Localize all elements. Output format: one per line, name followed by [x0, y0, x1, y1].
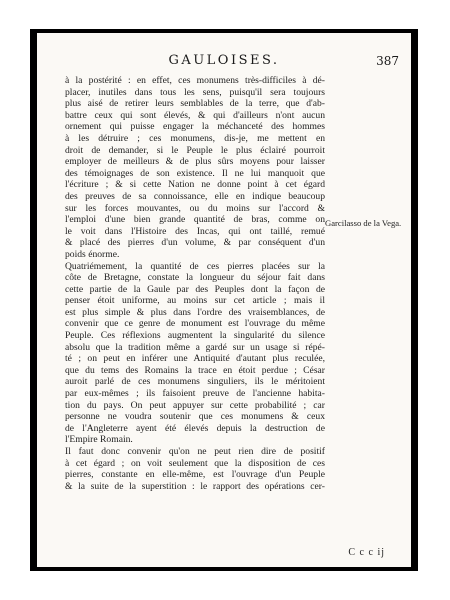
text-line: poids énorme. [65, 248, 120, 260]
text-line: Quatriémement, la quantité de ces pierres placées sur la [65, 260, 325, 272]
text-line: à cet égard ; on voit seulement que la disposition de ces [65, 457, 325, 469]
text-line: pierres, constante en elle-même, est l'ouvrage d'un Peuple [65, 469, 325, 481]
text-line: est plus simple & plus dans l'ordre des vraisemblances, de [65, 306, 325, 318]
signature-mark: C c c ij [348, 547, 385, 558]
text-line: ornement qui puisse engager la méchanceté des hommes [65, 121, 325, 133]
text-line: le voit dans l'Histoire des Incas, qui ont taillé, remué [65, 225, 325, 237]
text-line: de l'Angleterre ayent été élevés depuis la destruction de [65, 422, 325, 434]
text-line: à la postérité : en effet, ces monumens très-difficiles à dé- [65, 75, 325, 86]
text-line: tion du pays. On peut appuyer sur cette probabilité ; car [65, 399, 325, 411]
text-line: & la suite de la superstition : le rapport des opérations cer- [65, 480, 325, 492]
text-line: par eux-mêmes ; ils faisoient preuve de l'ancienne habita- [65, 388, 325, 400]
text-line: l'écriture ; & si cette Nation ne donne point à cet égard [65, 179, 325, 191]
text-line: placer, inutiles dans tous les sens, puisqu'il sera toujours [65, 86, 325, 98]
text-line: des témoignages de son existence. Il ne lui manquoit que [65, 167, 325, 179]
text-line: té ; on peut en inférer une Antiquité d'autant plus reculée, [65, 353, 325, 365]
text-line: plus aisé de retirer leurs semblables de la terre, que d'ab- [65, 98, 325, 110]
text-line: & placé des pierres d'un volume, & par conséquent d'un [65, 237, 325, 249]
text-line: l'Empire Romain. [65, 434, 133, 446]
text-line: absolu que la tradition même a gardé sur un usage si répé- [65, 341, 325, 353]
text-line: convenir que ce genre de monument est l'ouvrage du même [65, 318, 325, 330]
text-line: Peuple. Ces réflexions augmentent la singularité du silence [65, 330, 325, 342]
text-line: employer de meilleurs & de plus sûrs moyens pour laisser [65, 156, 325, 168]
text-line: personne ne voudra soutenir que ces monumens & ceux [65, 411, 325, 423]
running-title: GAULOISES. [168, 53, 280, 68]
text-line: cette partie de la Gaule par des Peuples dont la façon de [65, 283, 325, 295]
book-page [37, 33, 411, 567]
text-line: battre ceux qui sont élevés, & qui d'ailleurs n'ont aucun [65, 109, 325, 121]
marginal-note: Garcilasso de la Vega. [325, 218, 402, 228]
text-line: Il faut donc convenir qu'on ne peut rien dire de positif [65, 446, 325, 457]
page-number: 387 [376, 54, 399, 68]
text-line: que du tems des Romains la trace en étoit perdue ; César [65, 364, 325, 376]
text-line: droit de demander, si le Peuple le plus éclairé pourroit [65, 144, 325, 156]
text-line: à les détruire ; ces monumens, dis-je, me mettent en [65, 132, 325, 144]
text-line: l'emploi d'une bien grande quantité de bras, comme on [65, 214, 325, 226]
text-line: des preuves de sa connoissance, elle en indique beaucoup [65, 190, 325, 202]
text-line: penser étoit uniforme, au moins sur cet article ; mais il [65, 295, 325, 307]
text-line: côte de Bretagne, constate la longueur du séjour fait dans [65, 272, 325, 284]
text-line: auroit parlé de ces monumens singuliers, ils le méritoient [65, 376, 325, 388]
text-line: sur les forces mouvantes, ou du moins sur l'accord & [65, 202, 325, 214]
body-text [65, 75, 325, 492]
